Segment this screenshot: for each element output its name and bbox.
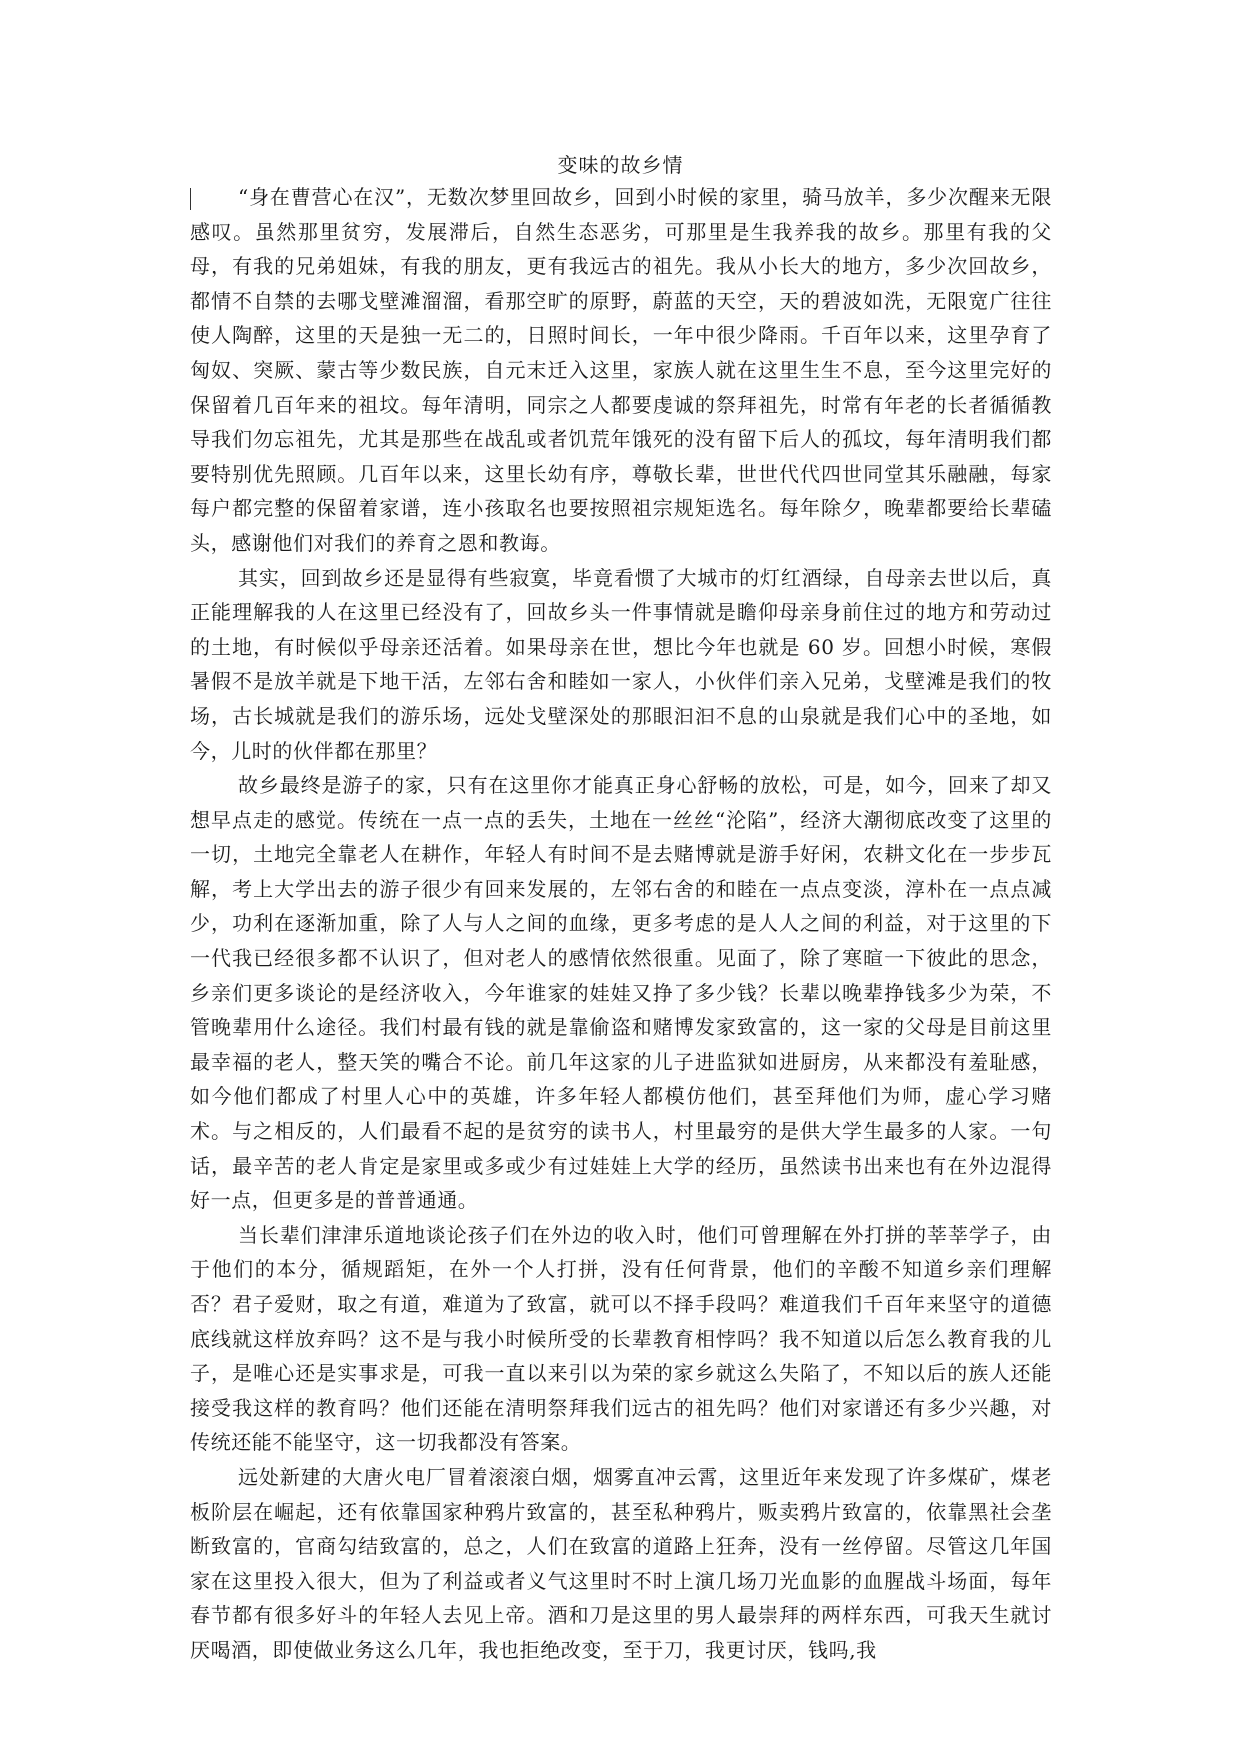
- paragraph-1: “身在曹营心在汉”，无数次梦里回故乡，回到小时候的家里，骑马放羊，多少次醒来无限感叹。虽然那里贫穷，发展滞后，自然生态恶劣，可那里是生我养我的故乡。那里有我的父母，有我的兄弟姐妹，有我的朋友，更有我远古的祖先。我从小长大的地方，多少次回故乡，都情不自禁的去哪戈壁滩溜溜，看那空旷的原野，蔚蓝的天空，天的碧波如洗，无限宽广往往使人陶醉，这里的天是独一无二的，日照时间长，一年中很少降雨。千百年以来，这里孕育了匈奴、突厥、蒙古等少数民族，自元末迁入这里，家族人就在这里生生不息，至今这里完好的保留着几百年来的祖坟。每年清明，同宗之人都要虔诚的祭拜祖先，时常有年老的长者循循教导我们勿忘祖先，尤其是那些在战乱或者饥荒年饿死的没有留下后人的孤坟，每年清明我们都要特别优先照顾。几百年以来，这里长幼有序，尊敬长辈，世世代代四世同堂其乐融融，每家每户都完整的保留着家谱，连小孩取名也要按照祖宗规矩选名。每年除夕，晚辈都要给长辈磕头，感谢他们对我们的养育之恩和教诲。: [190, 185, 1052, 555]
- paragraph-5: 远处新建的大唐火电厂冒着滚滚白烟，烟雾直冲云霄，这里近年来发现了许多煤矿，煤老板阶层在崛起，还有依靠国家种鸦片致富的，甚至私种鸦片，贩卖鸦片致富的，依靠黑社会垄断致富的，官商勾结致富的，总之，人们在致富的道路上狂奔，没有一丝停留。尽管这几年国家在这里投入很大，但为了利益或者义气这里时不时上演几场刀光血影的血腥战斗场面，每年春节都有很多好斗的年轻人去见上帝。酒和刀是这里的男人最崇拜的两样东西，可我天生就讨厌喝酒，即使做业务这么几年，我也拒绝改变，至于刀，我更讨厌，钱吗,我: [190, 1464, 1052, 1662]
- paragraph-3: 故乡最终是游子的家，只有在这里你才能真正身心舒畅的放松，可是，如今，回来了却又想早点走的感觉。传统在一点一点的丢失，土地在一丝丝“沦陷”，经济大潮彻底改变了这里的一切，土地完全靠老人在耕作，年轻人有时间不是去赌博就是游手好闲，农耕文化在一步步瓦解，考上大学出去的游子很少有回来发展的，左邻右舍的和睦在一点点变淡，淳朴在一点点减少，功利在逐渐加重，除了人与人之间的血缘，更多考虑的是人人之间的利益，对于这里的下一代我已经很多都不认识了，但对老人的感情依然很重。见面了，除了寒暄一下彼此的思念，乡亲们更多谈论的是经济收入，今年谁家的娃娃又挣了多少钱？长辈以晚辈挣钱多少为荣，不管晚辈用什么途径。我们村最有钱的就是靠偷盗和赌博发家致富的，这一家的父母是目前这里最幸福的老人，整天笑的嘴合不论。前几年这家的儿子进监狱如进厨房，从来都没有羞耻感，如今他们都成了村里人心中的英雄，许多年轻人都模仿他们，甚至拜他们为师，虚心学习赌术。与之相反的，人们最看不起的是贫穷的读书人，村里最穷的是供大学生最多的人家。一句话，最辛苦的老人肯定是家里或多或少有过娃娃上大学的经历，虽然读书出来也有在外边混得好一点，但更多是的普普通通。: [190, 773, 1052, 1213]
- document-body: [190, 180, 1052, 1668]
- paragraph-2: 其实，回到故乡还是显得有些寂寞，毕竟看惯了大城市的灯红酒绿，自母亲去世以后，真正能理解我的人在这里已经没有了，回故乡头一件事情就是瞻仰母亲身前住过的地方和劳动过的土地，有时候似乎母亲还活着。如果母亲在世，想比今年也就是 60 岁。回想小时候，寒假暑假不是放羊就是下地干活，左邻右舍和睦如一家人，小伙伴们亲入兄弟，戈壁滩是我们的牧场，古长城就是我们的游乐场，远处戈壁深处的那眼汩汩不息的山泉就是我们心中的圣地，如今，儿时的伙伴都在那里？: [190, 565, 1052, 763]
- document-title: 变味的故乡情: [557, 153, 684, 177]
- paragraph-4: 当长辈们津津乐道地谈论孩子们在外边的收入时，他们可曾理解在外打拼的莘莘学子，由于他们的本分，循规蹈矩，在外一个人打拼，没有任何背景，他们的辛酸不知道乡亲们理解否？君子爱财，取之有道，难道为了致富，就可以不择手段吗？难道我们千百年来坚守的道德底线就这样放弃吗？这不是与我小时候所受的长辈教育相悖吗？我不知道以后怎么教育我的儿子，是唯心还是实事求是，可我一直以来引以为荣的家乡就这么失陷了，不知以后的族人还能接受我这样的教育吗？他们还能在清明祭拜我们远古的祖先吗？他们对家谱还有多少兴趣，对传统还能不能坚守，这一切我都没有答案。: [190, 1222, 1052, 1455]
